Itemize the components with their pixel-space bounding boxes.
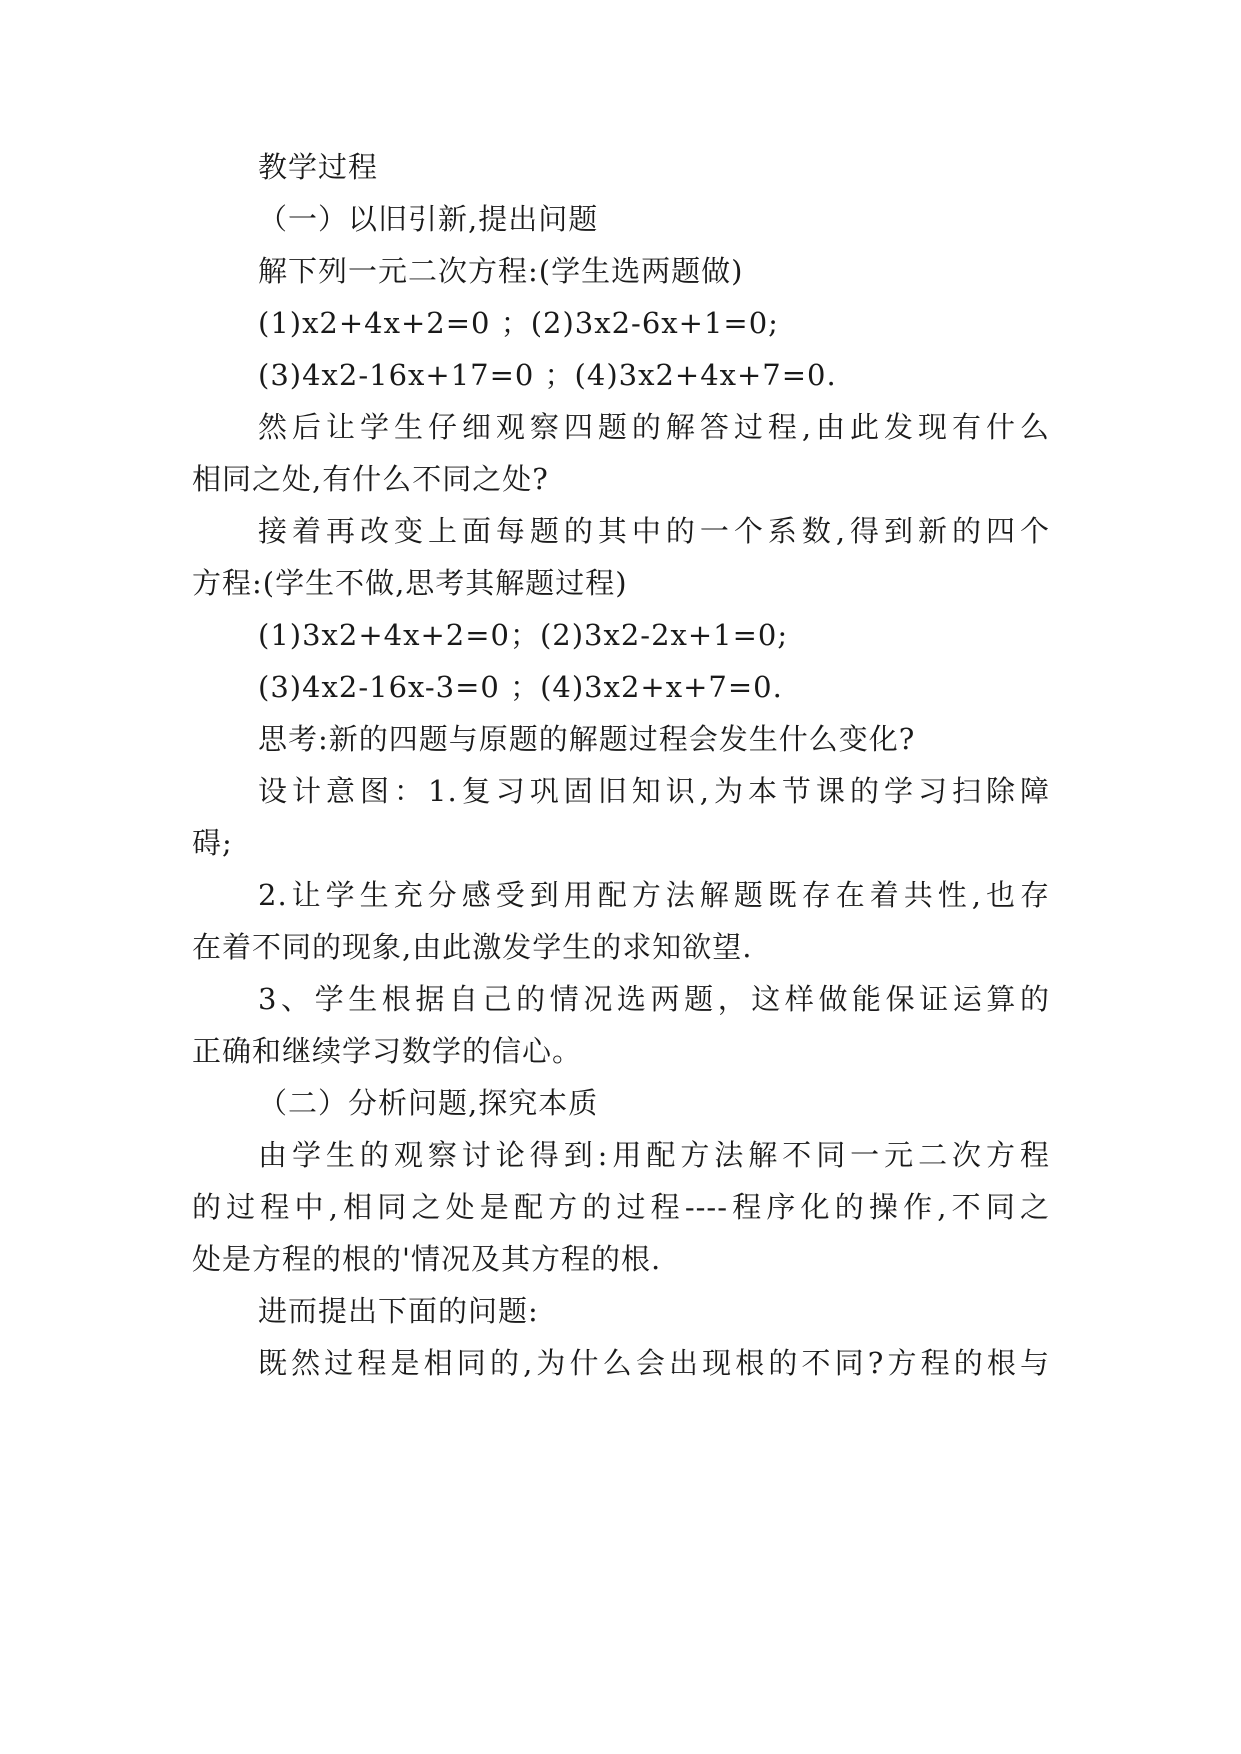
paragraph-line: 2.让学生充分感受到用配方法解题既存在着共性,也存	[258, 878, 1050, 912]
equation-line: (1)x2+4x+2=0 ；(2)3x2-6x+1=0;	[258, 306, 779, 340]
paragraph-line: 碍;	[192, 826, 233, 860]
paragraph-line: 接着再改变上面每题的其中的一个系数,得到新的四个	[258, 514, 1050, 548]
paragraph-line: 设计意图：1.复习巩固旧知识,为本节课的学习扫除障	[258, 774, 1050, 808]
paragraph-line: 既然过程是相同的,为什么会出现根的不同?方程的根与	[258, 1346, 1050, 1380]
subsection-heading: （二）分析问题,探究本质	[258, 1086, 599, 1120]
paragraph-line: 正确和继续学习数学的信心。	[192, 1034, 583, 1068]
paragraph-line: 然后让学生仔细观察四题的解答过程,由此发现有什么	[258, 410, 1050, 444]
paragraph-line: 方程:(学生不做,思考其解题过程)	[192, 566, 628, 600]
paragraph-line: 相同之处,有什么不同之处?	[192, 462, 549, 496]
paragraph-line: 在着不同的现象,由此激发学生的求知欲望.	[192, 930, 753, 964]
paragraph-line: 处是方程的根的'情况及其方程的根.	[192, 1242, 662, 1276]
subsection-heading: （一）以旧引新,提出问题	[258, 202, 599, 236]
paragraph-line: 由学生的观察讨论得到:用配方法解不同一元二次方程	[258, 1138, 1050, 1172]
equation-line: (3)4x2-16x-3=0 ；(4)3x2+x+7=0.	[258, 670, 783, 704]
section-heading: 教学过程	[258, 150, 379, 184]
paragraph-line: 进而提出下面的问题:	[258, 1294, 539, 1328]
equation-line: (1)3x2+4x+2=0；(2)3x2-2x+1=0;	[258, 618, 789, 652]
paragraph-line: 思考:新的四题与原题的解题过程会发生什么变化?	[258, 722, 916, 756]
equation-line: (3)4x2-16x+17=0 ；(4)3x2+4x+7=0.	[258, 358, 837, 392]
paragraph-line: 的过程中,相同之处是配方的过程----程序化的操作,不同之	[192, 1190, 1050, 1224]
paragraph-line: 3、学生根据自己的情况选两题，这样做能保证运算的	[258, 982, 1050, 1016]
paragraph-line: 解下列一元二次方程:(学生选两题做)	[258, 254, 744, 288]
